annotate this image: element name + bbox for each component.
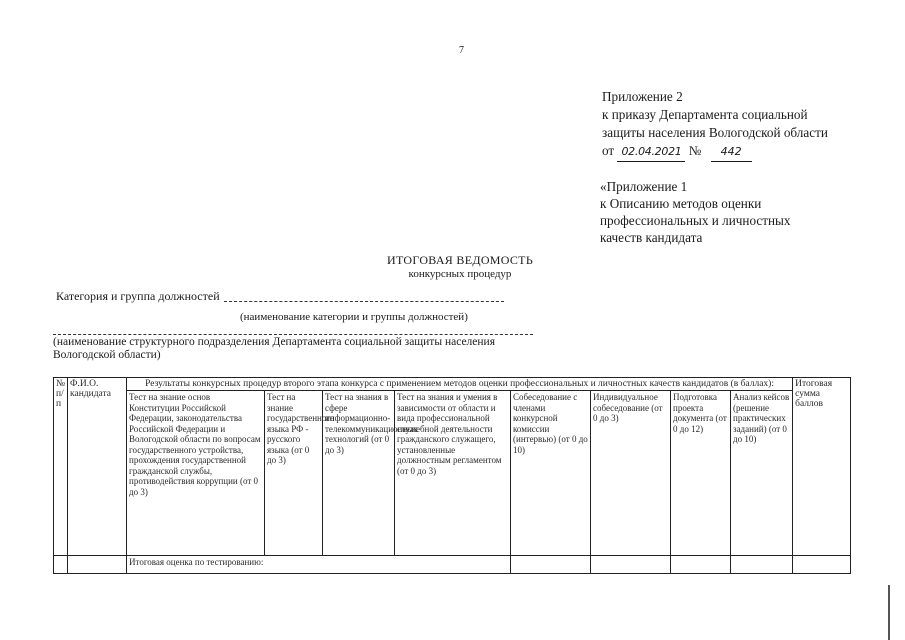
table-cell <box>793 556 851 574</box>
table-cell <box>54 556 68 574</box>
appendix-2-header <box>602 88 877 162</box>
category-blank-line <box>224 301 504 302</box>
subheader-document-draft: Подготовка проекта документа (от 0 до 12) <box>671 391 731 556</box>
header-results-group: Результаты конкурсных процедур второго этапа конкурса с применением методов оценки профессиональных и личностных качеств кандидатов (в баллах): <box>127 378 793 391</box>
handwritten-date: 02.04.2021 <box>617 143 685 162</box>
subheader-professional-test: Тест на знания и умения в зависимости от области и вида профессиональной служебной деятельности гражданского служащего, установленные должностным регламентом (от 0 до 3) <box>395 391 511 556</box>
table-cell <box>511 556 591 574</box>
appendix-1-line4: качеств кандидата <box>600 230 703 245</box>
order-date-number <box>602 142 877 162</box>
table-cell <box>591 556 671 574</box>
results-table <box>53 377 851 574</box>
dept-hint: (наименование структурного подразделения Департамента социальной защиты населения Вологодской области) <box>53 336 495 361</box>
summary-testing-cell: Итоговая оценка по тестированию: <box>127 556 511 574</box>
appendix-1-line2: к Описанию методов оценки <box>600 196 762 211</box>
appendix-2-order-line: к приказу Департамента социальной <box>602 107 808 122</box>
header-fio: Ф.И.О. кандидата <box>68 378 127 556</box>
table-cell <box>68 556 127 574</box>
table-subheader-row <box>54 391 851 556</box>
header-num: № п/п <box>54 378 68 556</box>
page-number: 7 <box>459 45 464 56</box>
table-cell <box>731 556 793 574</box>
appendix-2-title: Приложение 2 <box>602 89 683 104</box>
subheader-language-test: Тест на знание государственного языка РФ - русского языка (от 0 до 3) <box>265 391 323 556</box>
subheader-individual-interview: Индивидуальное собеседование (от 0 до 3) <box>591 391 671 556</box>
table-header-row <box>54 378 851 391</box>
appendix-1-title: «Приложение 1 <box>600 179 688 194</box>
document-title: ИТОГОВАЯ ВЕДОМОСТЬ <box>386 253 534 267</box>
subheader-commission-interview: Собеседование с членами конкурсной комиссии (интервью) (от 0 до 10) <box>511 391 591 556</box>
handwritten-number: 442 <box>711 143 752 162</box>
subheader-constitution-test: Тест на знание основ Конституции Российской Федерации, законодательства Российской Федерации и Вологодской области по вопросам государственного устройства, прохождения государственной гражданской службы, противодействия коррупции (от 0 до 3) <box>127 391 265 556</box>
dept-blank-line <box>53 334 533 335</box>
appendix-1-line3: профессиональных и личностных <box>600 213 791 228</box>
appendix-2-dept-line: защиты населения Вологодской области <box>602 125 828 140</box>
number-label: № <box>688 143 702 158</box>
category-label: Категория и группа должностей <box>56 289 220 303</box>
from-label: от <box>602 143 615 158</box>
document-subtitle: конкурсных процедур <box>408 268 512 280</box>
scan-edge-mark <box>888 585 890 640</box>
category-hint: (наименование категории и группы должностей) <box>240 311 468 323</box>
subheader-case-analysis: Анализ кейсов (решение практических заданий) (от 0 до 10) <box>731 391 793 556</box>
category-field <box>56 289 504 304</box>
subheader-it-test: Тест на знания в сфере информационно-телекоммуникационных технологий (от 0 до 3) <box>323 391 395 556</box>
table-cell <box>671 556 731 574</box>
header-total: Итоговая сумма баллов <box>793 378 851 556</box>
table-row <box>54 556 851 574</box>
appendix-1-header <box>600 178 875 246</box>
